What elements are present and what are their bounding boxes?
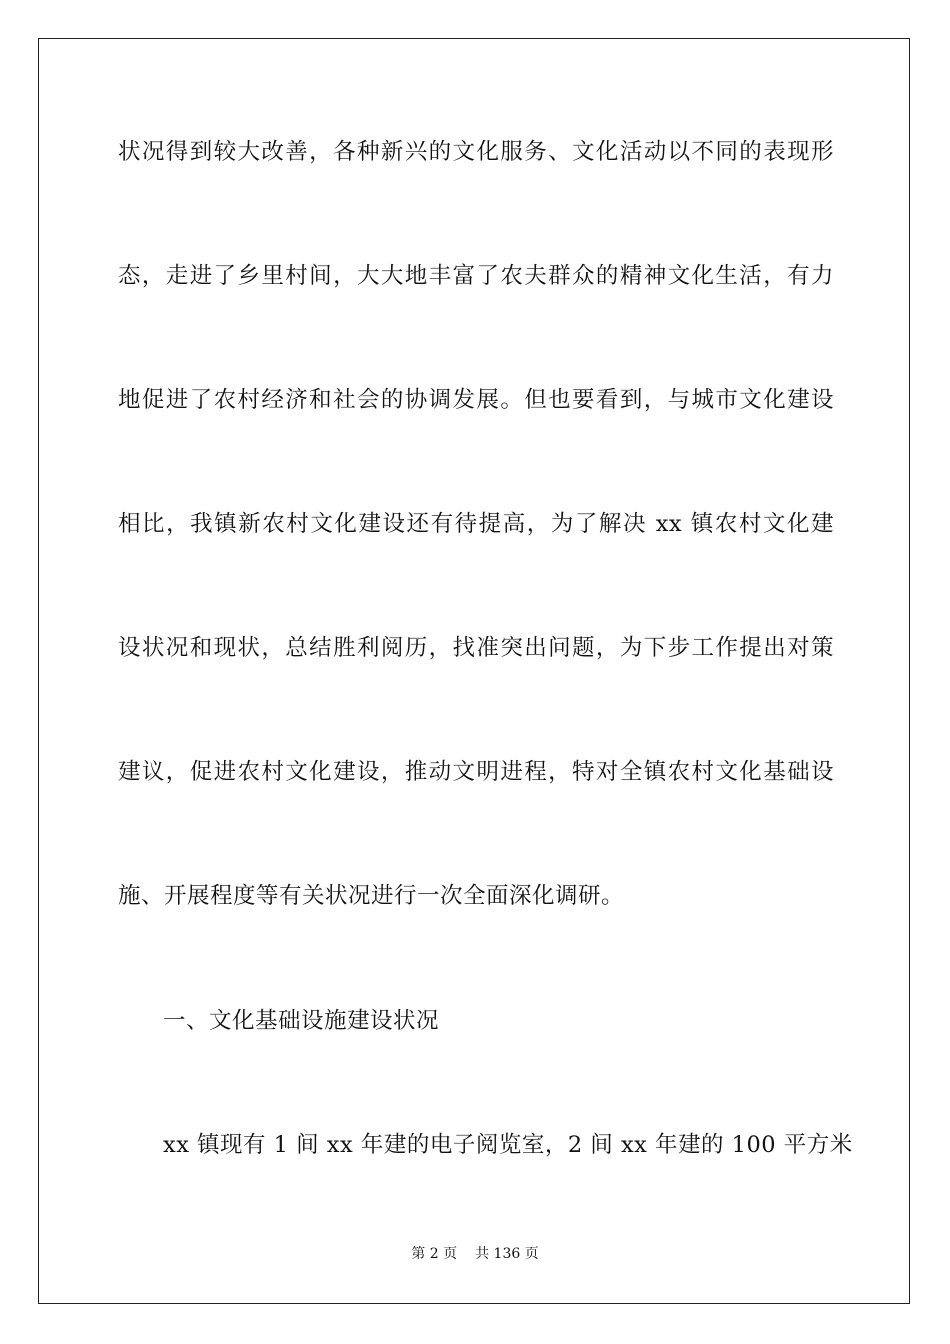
total-pages: 共 136 页 [475, 1246, 539, 1262]
page-border [38, 38, 910, 1304]
body-text-line: 状况得到较大改善，各种新兴的文化服务、文化活动以不同的表现形 [118, 139, 834, 165]
page-footer [0, 1244, 950, 1264]
paragraph-start-line: xx 镇现有 1 间 xx 年建的电子阅览室，2 间 xx 年建的 100 平方米 [163, 1132, 853, 1158]
body-text-line: 建议，促进农村文化建设，推动文明进程，特对全镇农村文化基础设 [118, 759, 834, 785]
page-number: 第 2 页 [411, 1246, 458, 1262]
body-text-line: 设状况和现状，总结胜利阅历，找准突出问题，为下步工作提出对策 [118, 635, 834, 661]
body-text-line: 相比，我镇新农村文化建设还有待提高，为了解决 xx 镇农村文化建 [118, 511, 834, 537]
section-heading: 一、文化基础设施建设状况 [163, 1008, 440, 1034]
body-text-line: 地促进了农村经济和社会的协调发展。但也要看到，与城市文化建设 [118, 387, 834, 413]
body-text-line: 施、开展程度等有关状况进行一次全面深化调研。 [118, 883, 625, 909]
body-text-line: 态，走进了乡里村间，大大地丰富了农夫群众的精神文化生活，有力 [118, 263, 834, 289]
